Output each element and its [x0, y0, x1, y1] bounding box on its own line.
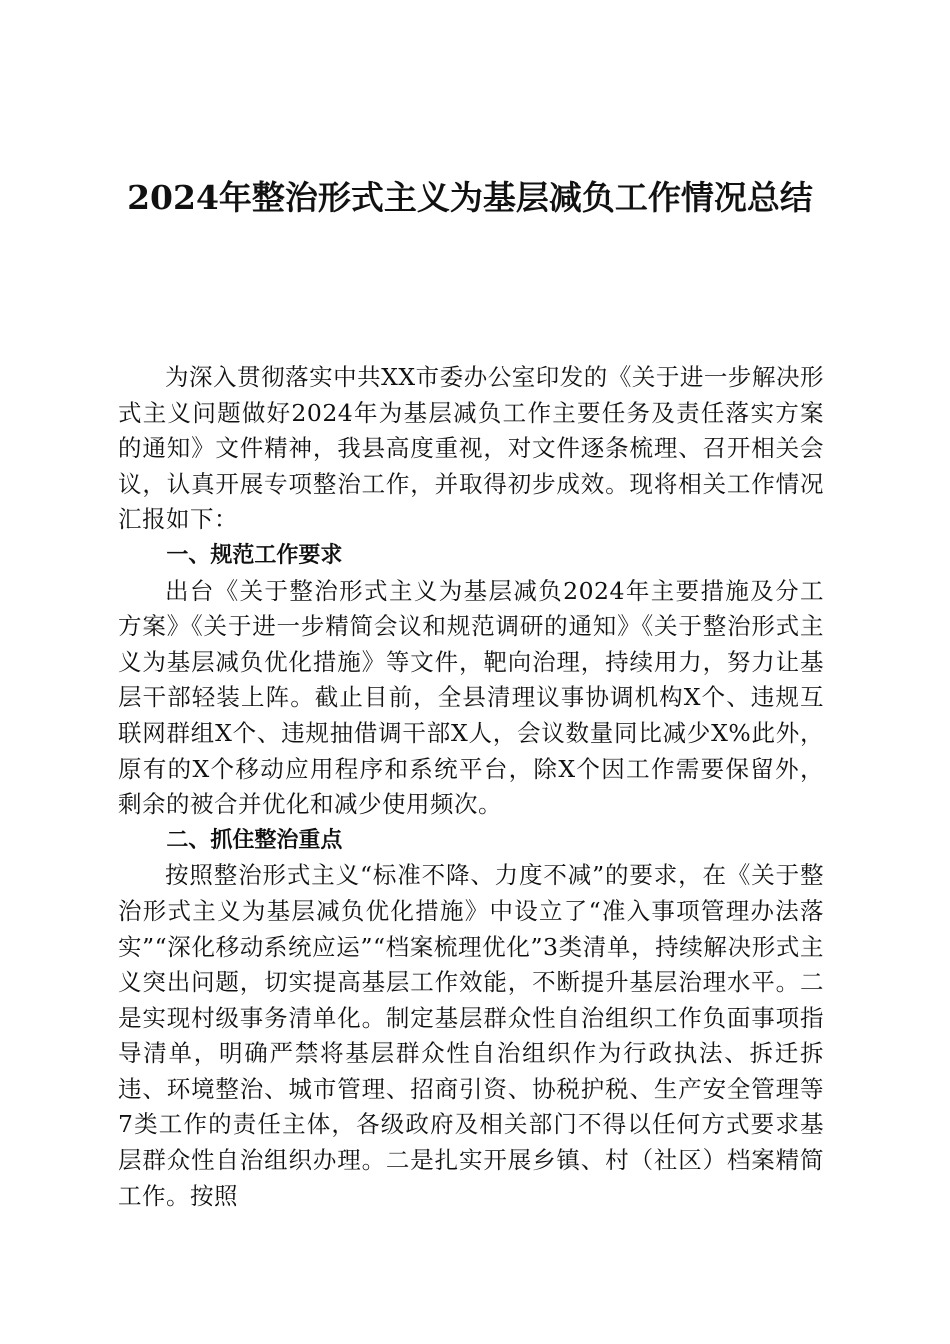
section-paragraph-2: 按照整治形式主义“标准不降、力度不减”的要求，在《关于整治形式主义为基层减负优化措施》中设立了“准入事项管理办法落实”“深化移动系统应运”“档案梳理优化”3类清单，持续解决形式主义突出问题，切实提高基层工作效能，不断提升基层治理水平。二是实现村级事务清单化。制定基层群众性自治组织工作负面事项指导清单，明确严禁将基层群众性自治组织作为行政执法、拆迁拆违、环境整治、城市管理、招商引资、协税护税、生产安全管理等7类工作的责任主体，各级政府及相关部门不得以任何方式要求基层群众性自治组织办理。二是扎实开展乡镇、村（社区）档案精简工作。按照: [118, 861, 824, 1210]
intro-paragraph: 为深入贯彻落实中共XX市委办公室印发的《关于进一步解决形式主义问题做好2024年为基层减负工作主要任务及责任落实方案的通知》文件精神，我县高度重视，对文件逐条梳理、召开相关会议，认真开展专项整治工作，并取得初步成效。现将相关工作情况汇报如下：: [118, 363, 824, 534]
section-paragraph-1: 出台《关于整治形式主义为基层减负2024年主要措施及分工方案》《关于进一步精简会议和规范调研的通知》《关于整治形式主义为基层减负优化措施》等文件，靶向治理，持续用力，努力让基层干部轻装上阵。截止目前，全县清理议事协调机构X个、违规互联网群组X个、违规抽借调干部X人，会议数量同比减少X%此外，原有的X个移动应用程序和系统平台，除X个因工作需要保留外，剩余的被合并优化和减少使用频次。: [118, 576, 824, 819]
document-body: [118, 360, 824, 1214]
section-heading-1: 一、规范工作要求: [166, 542, 343, 568]
section-heading-2: 二、抓住整治重点: [166, 827, 343, 853]
document-title: 2024年整治形式主义为基层减负工作情况总结: [127, 178, 813, 217]
